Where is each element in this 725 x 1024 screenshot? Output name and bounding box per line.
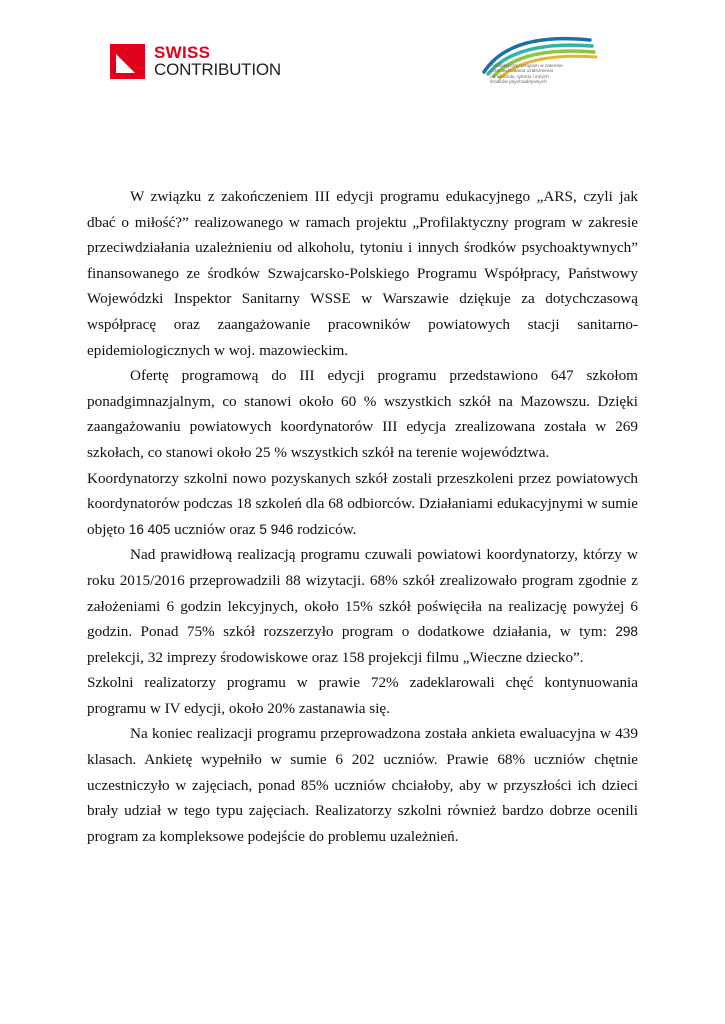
program-caption-line: od alkoholu, tytoniu i innych: [490, 74, 549, 80]
swiss-contribution-logo: [110, 44, 310, 84]
page-header: [0, 0, 725, 120]
paragraph-3: [87, 466, 638, 543]
paragraph-5: Szkolni realizatorzy programu w prawie 72% zadeklarowali chęć kontynuowania programu w IV edycji, około 20% zastanawia się.: [87, 674, 638, 717]
paragraph-1: W związku z zakończeniem III edycji programu edukacyjnego „ARS, czyli jak dbać o miłość?” realizowanego w ramach projektu „Profilaktyczny program w zakresie przeciwdziałania uzależnieniu od alkoholu, tytoniu i innych środków psychoaktywnych” finansowanego ze środków Szwajcarsko-Polskiego Programu Współpracy, Państwowy Wojewódzki Inspektor Sanitarny WSSE w Warszawie dziękuje za dotychczasową współpracę oraz zaangażowanie pracowników powiatowych stacji sanitarno-epidemiologicznych w woj. mazowieckim.: [87, 188, 638, 359]
paragraph-4-text: Nad prawidłową realizacją programu czuwali powiatowi koordynatorzy, którzy w roku 2015/2016 przeprowadzili 88 wizytacji. 68% szkół zrealizowało program zgodnie z założeniami 6 godzin lekcyjnych, około 15% szkół poświęciła na realizację powyżej 6 godzin. Ponad 75% szkół rozszerzyło program o dodatkowe działania, w tym:: [87, 546, 638, 641]
paragraph-4: [87, 542, 638, 670]
swiss-cross-graphic: [110, 44, 145, 79]
program-caption-line: Profilaktyczny program w zakresie: [490, 64, 563, 69]
paragraph-3-text: Koordynatorzy szkolni nowo pozyskanych szkół zostali przeszkoleni przez powiatowych koordynatorów podczas 18 szkoleń dla 68 odbiorców. Działaniami edukacyjnymi w sumie objęto: [87, 469, 638, 538]
students-count: 16 405: [128, 521, 171, 537]
swiss-logo-line2: CONTRIBUTION: [154, 60, 281, 79]
program-logo: [470, 24, 610, 104]
swiss-cross-icon: [110, 44, 145, 79]
paragraph-6: Na koniec realizacji programu przeprowadzona została ankieta ewaluacyjna w 439 klasach. Ankietę wypełniło w sumie 6 202 uczniów. Prawie 68% uczniów chętnie uczestniczyło w zajęciach, ponad 85% uczniów chciałoby, aby w przyszłości ich dzieci brały udział w tego typu zajęciach. Realizatorzy szkolni również bardzo dobrze ocenili program za kompleksowe podejście do problemu uzależnień.: [87, 725, 638, 845]
paragraph-2: Ofertę programową do III edycji programu przedstawiono 647 szkołom ponadgimnazjalnym, co stanowi około 60 % wszystkich szkół na Mazowszu. Dzięki zaangażowaniu powiatowych koordynatorów III edycja zrealizowana została w 269 szkołach, co stanowi około 25 % wszystkich szkół na terenie województwa.: [87, 367, 638, 461]
paragraph-3-text: uczniów oraz: [170, 520, 260, 538]
letter-body: [87, 184, 638, 849]
lectures-count: 298: [615, 624, 638, 640]
program-logo-caption: [490, 64, 590, 85]
swiss-logo-line1: SWISS: [154, 43, 211, 62]
parents-count: 5 946: [259, 521, 294, 537]
paragraph-4-text: prelekcji, 32 imprezy środowiskowe oraz 158 projekcji filmu „Wieczne dziecko”.: [87, 648, 584, 666]
swiss-logo-text: [154, 44, 281, 78]
paragraph-3-text: rodziców.: [293, 520, 357, 538]
program-caption-line: środków psychoaktywnych: [490, 79, 547, 85]
program-caption-line: przeciwdziałania uzależnieniu: [490, 69, 554, 75]
